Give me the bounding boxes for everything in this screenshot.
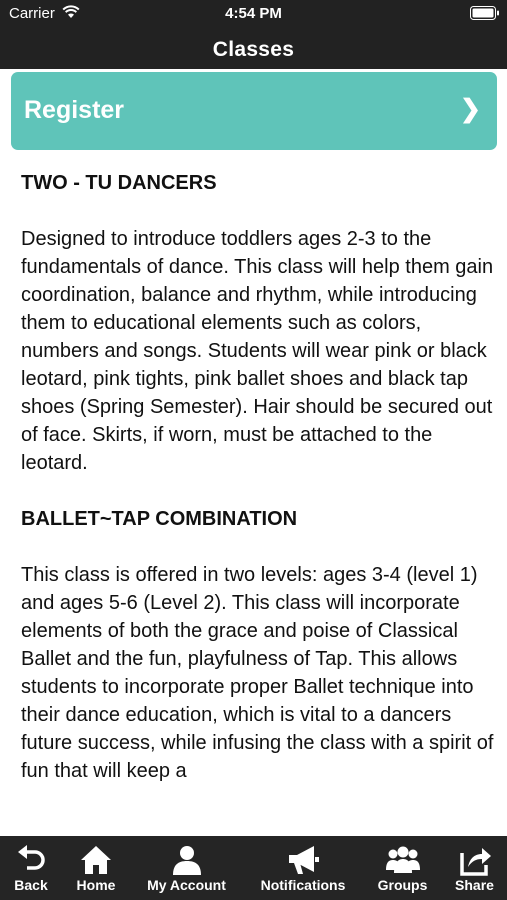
tab-groups-label: Groups xyxy=(377,877,428,893)
section-body: This class is offered in two levels: ages 3-4 (level 1) and ages 5-6 (Level 2). This class will incorporate elements of both the grace and poise of Classical Ballet and the fun, playfulness of Tap. This allows students to incorporate proper Ballet technique into their dance education, which is vital to a dancers future success, while infusing the class with a spirit of fun that will keep a xyxy=(21,564,494,782)
back-arrow-icon xyxy=(14,843,48,877)
page-title: Classes xyxy=(212,38,295,61)
tab-groups[interactable] xyxy=(363,836,442,900)
tab-home[interactable] xyxy=(62,836,130,900)
tab-share-label: Share xyxy=(455,877,494,893)
share-icon xyxy=(458,843,492,877)
status-time: 4:54 PM xyxy=(225,5,282,22)
tab-bar xyxy=(0,836,507,900)
battery-icon xyxy=(470,6,500,20)
tab-notifications-label: Notifications xyxy=(260,877,346,893)
register-button[interactable] xyxy=(11,72,497,150)
tab-back[interactable] xyxy=(0,836,62,900)
user-icon xyxy=(170,843,204,877)
tab-back-label: Back xyxy=(14,877,48,893)
tab-notifications[interactable] xyxy=(243,836,363,900)
megaphone-icon xyxy=(286,843,320,877)
class-description xyxy=(21,169,496,813)
section-heading: TWO - TU DANCERS xyxy=(21,172,217,194)
group-icon xyxy=(386,843,420,877)
home-icon xyxy=(79,843,113,877)
content-area[interactable] xyxy=(0,69,507,836)
tab-home-label: Home xyxy=(76,877,116,893)
section-heading: BALLET~TAP COMBINATION xyxy=(21,508,298,530)
chevron-right-icon: ❯ xyxy=(460,95,481,123)
carrier-label: Carrier xyxy=(9,5,55,22)
status-bar xyxy=(0,0,507,28)
navigation-bar xyxy=(0,28,507,70)
register-label: Register xyxy=(24,96,125,124)
tab-my-account-label: My Account xyxy=(147,877,226,893)
section-body: Designed to introduce toddlers ages 2-3 to the fundamentals of dance. This class will help them gain coordination, balance and rhythm, while introducing them to educational elements such as colors, numbers and songs. Students will wear pink or black leotard, pink tights, pink ballet shoes and black tap shoes (Spring Semester). Hair should be secured out of face. Skirts, if worn, must be attached to the leotard. xyxy=(21,228,494,474)
tab-my-account[interactable] xyxy=(130,836,243,900)
tab-share[interactable] xyxy=(442,836,507,900)
